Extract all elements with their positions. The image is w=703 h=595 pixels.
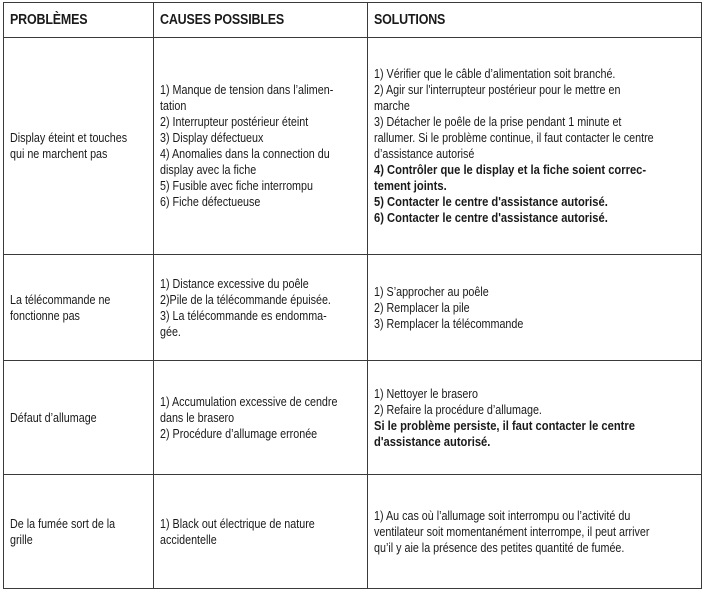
solution-text: ventilateur soit momentanément interrompe, il peut arriver: [374, 524, 650, 539]
header-causes: CAUSES POSSIBLES: [154, 3, 368, 38]
table-row: [4, 38, 702, 255]
solution-text: Si le problème persiste, il faut contacter le centre: [374, 417, 635, 433]
cause-text: 3) Display défectueux: [160, 131, 264, 145]
table-row: [4, 255, 702, 361]
solutions-cell: [368, 361, 702, 475]
cause-text: 1) Distance excessive du poêle: [160, 276, 309, 291]
header-solutions: SOLUTIONS: [368, 3, 702, 38]
cause-text: dans le brasero: [160, 410, 235, 425]
solution-text: qu’il y aie la présence des petites quantité de fumée.: [374, 540, 625, 555]
problem-text: grille: [10, 532, 33, 547]
solution-text: 1) Nettoyer le brasero: [374, 386, 478, 401]
solution-text: d'assistance autorisé.: [374, 433, 491, 449]
solution-text: 1) S’approcher au poêle: [374, 284, 489, 299]
solution-text: 2) Refaire la procédure d’allumage.: [374, 402, 542, 417]
solutions-cell: [368, 255, 702, 361]
cause-text: 1) Accumulation excessive de cendre: [160, 394, 338, 409]
solutions-cell: [368, 38, 702, 255]
cause-text: 6) Fiche défectueuse: [160, 195, 261, 209]
header-problems: PROBLÈMES: [4, 3, 154, 38]
problem-cell: [4, 255, 154, 361]
solution-text: 3) Détacher le poêle de la prise pendant 1 minute et: [374, 115, 622, 129]
causes-cell: [154, 361, 368, 475]
solution-text: 4) Contrôler que le display et la fiche soient correc-: [374, 162, 647, 177]
cause-text: 2) Procédure d’allumage erronée: [160, 426, 318, 441]
cause-text: 1) Black out électrique de nature: [160, 516, 315, 531]
causes-cell: [154, 475, 368, 589]
problem-text: La télécommande ne: [10, 292, 111, 307]
problem-text: fonctionne pas: [10, 308, 80, 323]
solutions-cell: [368, 475, 702, 589]
solution-text: 5) Contacter le centre d'assistance autorisé.: [374, 194, 608, 209]
cause-text: 1) Manque de tension dans l’alimen-: [160, 83, 334, 97]
table-row: [4, 361, 702, 475]
cause-text: gée.: [160, 324, 181, 339]
solution-text: 3) Remplacer la télécommande: [374, 316, 524, 331]
problem-cell: [4, 361, 154, 475]
cause-text: 2) Interrupteur postérieur éteint: [160, 115, 309, 129]
cause-text: accidentelle: [160, 532, 217, 547]
header-row: [4, 3, 702, 38]
troubleshooting-table: [3, 2, 702, 589]
solution-text: tement joints.: [374, 178, 447, 193]
problem-text: qui ne marchent pas: [10, 147, 108, 161]
problem-text: Défaut d’allumage: [10, 410, 97, 425]
cause-text: 4) Anomalies dans la connection du: [160, 147, 330, 161]
solution-text: 2) Agir sur l'interrupteur postérieur pour le mettre en: [374, 83, 621, 97]
problem-text: Display éteint et touches: [10, 131, 128, 145]
problem-cell: [4, 38, 154, 255]
solution-text: 1) Au cas où l’allumage soit interrompu ou l’activité du: [374, 508, 631, 523]
cause-text: 2)Pile de la télécommande épuisée.: [160, 292, 331, 307]
solution-text: d’assistance autorisé: [374, 147, 475, 161]
problem-cell: [4, 475, 154, 589]
table-row: [4, 475, 702, 589]
causes-cell: [154, 255, 368, 361]
problem-text: De la fumée sort de la: [10, 516, 116, 531]
cause-text: 5) Fusible avec fiche interrompu: [160, 179, 313, 193]
solution-text: 2) Remplacer la pile: [374, 300, 470, 315]
solution-text: 1) Vérifier que le câble d’alimentation soit branché.: [374, 67, 616, 81]
cause-text: tation: [160, 99, 187, 113]
solution-text: marche: [374, 99, 410, 113]
solution-text: 6) Contacter le centre d'assistance autorisé.: [374, 210, 608, 225]
solution-text: rallumer. Si le problème continue, il faut contacter le centre: [374, 131, 654, 145]
causes-cell: [154, 38, 368, 255]
cause-text: display avec la fiche: [160, 163, 257, 177]
cause-text: 3) La télécommande es endomma-: [160, 308, 327, 323]
